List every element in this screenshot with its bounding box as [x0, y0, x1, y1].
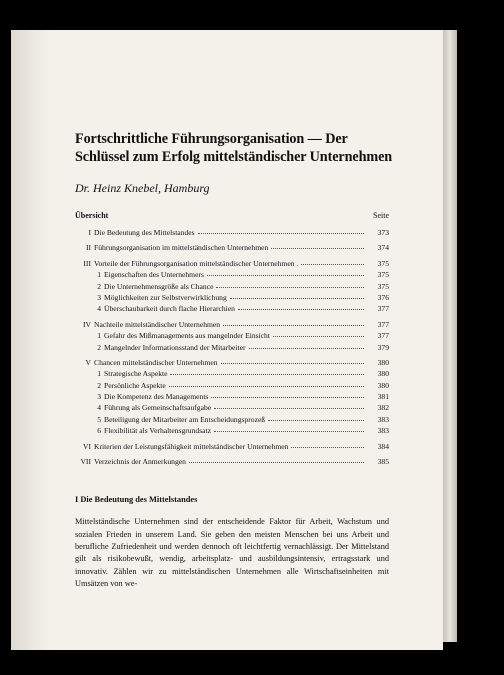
toc-entry-number: 1: [97, 369, 101, 379]
toc-entry-title: Flexibilität als Verhaltensgrundsatz: [104, 426, 211, 436]
toc-page-number: 375: [377, 258, 389, 268]
toc-page-number: 382: [377, 403, 389, 413]
toc-leader-dots: [216, 280, 364, 288]
toc-entry-number: 2: [97, 342, 101, 352]
toc-entry-title: Überschaubarkeit durch flache Hierarchien: [104, 304, 235, 314]
toc-entry-title: Führung als Gemeinschaftsaufgabe: [104, 403, 212, 413]
toc-page-number: 373: [377, 228, 389, 237]
toc-leader-dots: [291, 440, 364, 448]
toc-leader-dots: [223, 318, 364, 326]
article-title: [75, 130, 393, 166]
article-content: [75, 130, 393, 590]
book-page: [11, 30, 443, 650]
toc-leader-dots: [249, 341, 365, 349]
toc-entry: [75, 456, 389, 467]
toc-entry-number: I: [88, 228, 91, 237]
toc-page-number: 379: [377, 342, 389, 352]
toc-entry-title: Die Unternehmensgröße als Chance: [104, 281, 214, 291]
toc-leader-dots: [268, 413, 364, 421]
toc-header: [75, 210, 389, 222]
toc-entry-title: Strategische Aspekte: [104, 369, 168, 379]
toc-entry-title: Führungsorganisation im mittelständischen Unternehmen: [94, 243, 269, 253]
section-heading: I Die Bedeutung des Mittelstandes: [75, 495, 198, 505]
toc-leader-dots: [189, 455, 364, 463]
toc-leader-dots: [238, 302, 364, 310]
toc-entry-number: 4: [97, 403, 101, 413]
toc-page-number: 374: [377, 243, 389, 253]
toc-entry-number: 2: [97, 281, 101, 291]
toc-page-number: 383: [377, 414, 389, 424]
toc-entry-number: IV: [82, 319, 91, 329]
toc-leader-dots: [230, 291, 364, 299]
toc-page-number: 377: [377, 319, 389, 329]
toc-entry-number: 3: [97, 292, 101, 302]
toc-entry-title: Kriterien der Leistungsfähigkeit mittelständischer Unternehmen: [94, 441, 289, 451]
toc-leader-dots: [273, 329, 364, 337]
toc-leader-dots: [170, 367, 364, 375]
toc-entry-number: 3: [97, 392, 101, 402]
toc-entry-title: Möglichkeiten zur Selbstverwirklichung: [104, 292, 227, 302]
toc-entry-number: VII: [80, 457, 91, 467]
toc-entry-title: Eigenschaften des Unternehmers: [104, 270, 204, 280]
toc-page-number: 380: [377, 369, 389, 379]
toc-subentry: [75, 342, 389, 353]
toc-entry-title: Chancen mittelständischer Unternehmen: [94, 357, 218, 367]
table-of-contents: [75, 227, 389, 467]
toc-page-number: 380: [377, 357, 389, 367]
toc-leader-dots: [221, 356, 364, 364]
toc-leader-dots: [214, 424, 364, 432]
toc-page-number: 380: [377, 380, 389, 390]
toc-entry-title: Verzeichnis der Anmerkungen: [94, 457, 186, 467]
toc-entry: [75, 227, 389, 238]
toc-entry-number: 1: [97, 270, 101, 280]
toc-entry-title: Beteiligung der Mitarbeiter am Entscheidungsprozeß: [104, 414, 266, 424]
toc-entry-number: III: [83, 258, 91, 268]
toc-leader-dots: [271, 241, 364, 249]
toc-heading: Übersicht: [75, 211, 109, 220]
toc-leader-dots: [169, 379, 364, 387]
toc-page-number: 383: [377, 426, 389, 436]
toc-entry-title: Die Bedeutung des Mittelstandes: [94, 228, 195, 237]
toc-entry-number: 4: [97, 304, 101, 314]
toc-entry-number: 5: [97, 414, 101, 424]
toc-entry: [75, 242, 389, 253]
toc-entry-title: Gefahr des Mißmanagements aus mangelnder Einsicht: [104, 331, 270, 341]
toc-subentry: [75, 303, 389, 314]
toc-leader-dots: [214, 401, 364, 409]
author-line: Dr. Heinz Knebel, Hamburg: [75, 181, 210, 195]
toc-page-label: Seite: [373, 211, 389, 220]
toc-entry-number: 1: [97, 331, 101, 341]
toc-entry-title: Die Kompetenz des Managements: [104, 392, 209, 402]
toc-leader-dots: [207, 268, 364, 276]
toc-leader-dots: [198, 226, 364, 234]
toc-page-number: 375: [377, 270, 389, 280]
toc-entry-number: VI: [82, 441, 91, 451]
toc-entry-number: 2: [97, 380, 101, 390]
toc-leader-dots: [211, 390, 364, 398]
toc-entry-title: Mangelnder Informationsstand der Mitarbeiter: [104, 342, 246, 352]
title-line-2: Schlüssel zum Erfolg mittelständischer Unternehmen: [75, 149, 393, 165]
toc-entry-number: V: [85, 357, 91, 367]
toc-page-number: 384: [377, 441, 389, 451]
toc-entry-title: Vorteile der Führungsorganisation mittelständischer Unternehmen .: [94, 258, 299, 268]
toc-page-number: 377: [377, 304, 389, 314]
toc-entry-title: Persönliche Aspekte: [104, 380, 166, 390]
toc-page-number: 377: [377, 331, 389, 341]
toc-entry: [75, 441, 389, 452]
title-line-1: Fortschrittliche Führungsorganisation — Der: [75, 131, 348, 147]
toc-page-number: 376: [377, 292, 389, 302]
toc-leader-dots: [301, 257, 364, 265]
toc-entry-title: Nachteile mittelständischer Unternehmen: [94, 319, 221, 329]
toc-entry-number: 6: [97, 426, 101, 436]
page-edge: [443, 30, 457, 642]
toc-page-number: 381: [377, 392, 389, 402]
toc-page-number: 375: [377, 281, 389, 291]
body-paragraph: Mittelständische Unternehmen sind der entscheidende Faktor für Arbeit, Wachstum und sozialen Frieden in unserem Land. Sie geben den meisten Menschen bei uns Arbeit und berufliche Zufriedenheit und werden dennoch oft leichtfertig vernachlässigt. Der Mittelstand gilt als risikobewußt, wendig, arbeitsplatz- und ausbildungsintensiv, ertragsstark und innovativ. Zählen wir zu mittelständischen Unternehmen alle Wirtschaftseinheiten mit Umsätzen von we-: [75, 517, 389, 588]
toc-subentry: [75, 425, 389, 436]
toc-page-number: 385: [377, 457, 389, 467]
toc-entry-number: II: [85, 243, 91, 253]
